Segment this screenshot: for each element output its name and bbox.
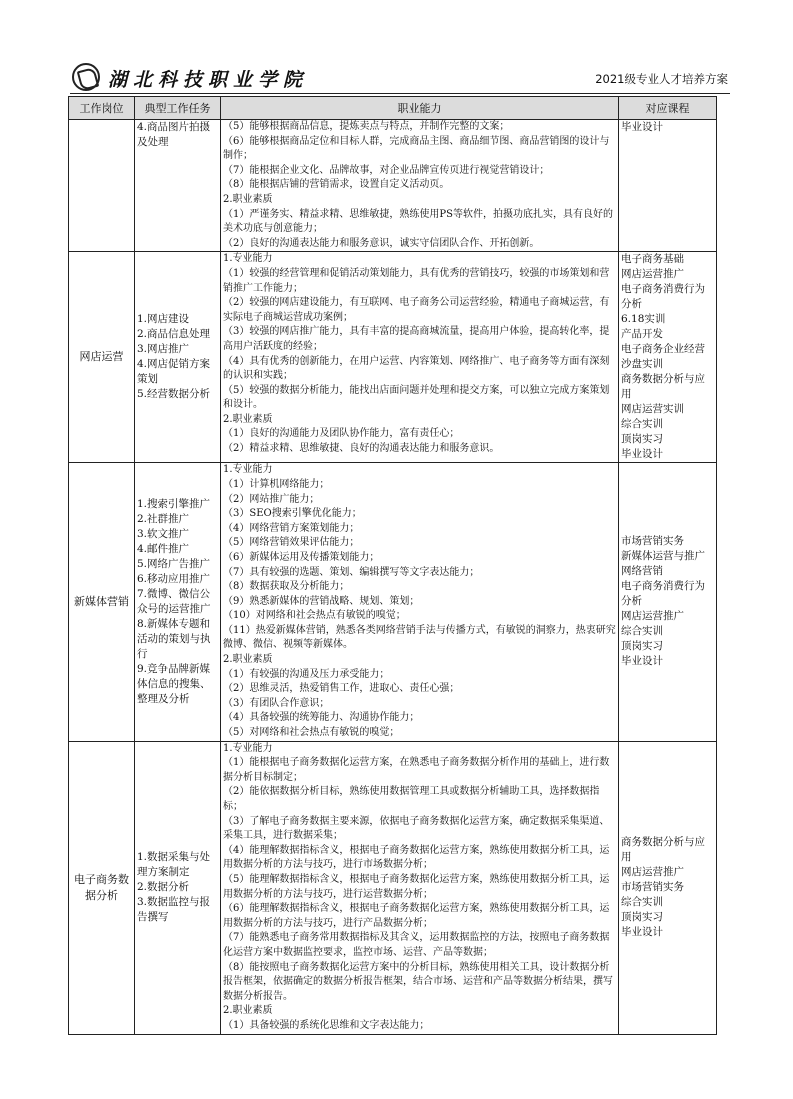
cell-course-line: 电子商务企业经营沙盘实训 [621,343,705,371]
school-logo-icon [72,63,100,91]
cell-ability-line: （6）能够根据商品定位和目标人群，完成商品主图、商品细节图、商品营销图的设计与制作； [223,135,610,162]
cell-ability-line: （2）思维灵活，热爱销售工作，进取心、责任心强； [223,683,460,695]
cell-course-line: 综合实训 [621,625,663,638]
cell-ability-line: （1）能根据电子商务数据化运营方案，在熟悉电子商务数据分析作用的基础上，进行数据分析目标制定； [223,757,610,783]
cell-ability-line: （9）熟悉新媒体的营销战略、规划、策划； [223,595,420,607]
cell-post [69,120,135,252]
cell-course-line: 综合实训 [621,896,663,909]
cell-tasks-line: 2.商品信息处理 [137,328,211,341]
page-header [70,62,730,92]
cell-tasks-line: 2.社群推广 [137,512,190,525]
cell-ability-line: （5）能够根据商品信息，提炼卖点与特点，并制作完整的文案； [223,121,510,132]
cell-ability-line: （4）具有优秀的创新能力，在用户运营、内容策划、网络推广、电子商务等方面有深刻的认识和实践； [223,355,610,382]
cell-tasks-line: 5.网络广告推广 [137,557,211,570]
cell-ability [221,252,619,463]
cell-ability-line: （5）能理解数据指标含义，根据电子商务数据化运营方案，熟练使用数据分析工具，运用数据分析的方法与技巧，进行运营数据分析； [223,873,610,900]
header-rule [70,93,730,94]
cell-ability-line: （1）具备较强的系统化思维和文字表达能力； [223,1019,430,1031]
cell-tasks-line: 1.网店建设 [137,313,190,326]
table-row [69,120,717,252]
cell-ability-line: 1.专业能力 [223,464,273,476]
cell-ability-line: （1）良好的沟通能力及团队协作能力，富有责任心； [223,428,460,440]
cell-course-line: 综合实训 [621,418,663,431]
cell-course [619,463,717,741]
cell-ability-line: （2）能依据数据分析目标，熟练使用数据管理工具或数据分析辅助工具，选择数据指标； [223,786,600,812]
cell-course-line: 毕业设计 [621,121,663,133]
cell-ability-line: （4）能理解数据指标含义，根据电子商务数据化运营方案，熟练使用数据分析工具，运用数据分析的方法与技巧，进行市场数据分析； [223,844,610,871]
cell-tasks-line: 5.经营数据分析 [137,388,211,401]
cell-course-line: 网店运营推广 [621,866,684,879]
cell-ability-line: （4）网络营销方案策划能力； [223,522,360,534]
cell-ability-line: （5）网络营销效果评估能力； [223,537,360,549]
cell-ability-line: 1.专业能力 [223,253,273,265]
cell-tasks [135,463,221,741]
cell-ability-line: （11）热爱新媒体营销，熟悉各类网络营销手法与传播方式，有敏锐的洞察力，热衷研究微博、微信、视频等新媒体。 [223,624,616,651]
cell-tasks-line: 4.商品图片拍摄及处理 [137,121,211,148]
cell-course-line: 顶岗实习 [621,640,663,653]
cell-course [619,741,717,1034]
cell-course-line: 电子商务基础 [621,253,684,266]
cell-course-line: 新媒体运营与推广 [621,550,705,563]
cell-ability-line: （8）能根据店铺的营销需求，设置自定义活动页。 [223,179,450,191]
cell-tasks-line: 3.数据监控与报告撰写 [137,896,211,924]
table-row [69,252,717,463]
cell-tasks [135,741,221,1034]
cell-course-line: 网店运营推广 [621,268,684,281]
cell-tasks-line: 7.微博、微信公众号的运营推广 [137,587,211,615]
cell-ability-line: （3）有团队合作意识； [223,697,330,709]
cell-ability-line: （3）较强的网店推广能力，具有丰富的提高商城流量，提高用户体验，提高转化率，提高用户活跃度的经验； [223,326,610,352]
cell-ability-line: （6）能理解数据指标含义，根据电子商务数据化运营方案，熟练使用数据分析工具，运用数据分析的方法与技巧，进行产品数据分析； [223,903,610,929]
cell-ability-line: 2.职业素质 [223,193,273,205]
cell-course-line: 毕业设计 [621,926,663,939]
cell-ability-line: （8）数据获取及分析能力； [223,581,350,593]
cell-course-line: 6.18实训 [621,313,666,326]
cell-course-line: 电子商务消费行为分析 [621,580,705,608]
cell-tasks-line: 2.数据分析 [137,881,190,894]
cell-ability-line: 2.职业素质 [223,1005,273,1017]
cell-ability-line: （10）对网络和社会热点有敏锐的嗅觉； [223,610,406,622]
cell-course-line: 商务数据分析与应用 [621,836,705,864]
cell-course-line: 顶岗实习 [621,433,663,446]
school-name: 湖北科技职业学院 [108,69,309,91]
cell-ability-line: （2）网站推广能力； [223,493,320,505]
cell-tasks-line: 4.网店促销方案策划 [137,358,211,386]
header-ability: 职业能力 [221,97,619,120]
cell-ability-line: （6）新媒体运用及传播策划能力； [223,551,380,563]
cell-ability-line: （3）了解电子商务数据主要来源，依据电子商务数据化运营方案，确定数据采集渠道、采集工具，进行数据采集； [223,815,610,842]
cell-ability [221,120,619,252]
cell-tasks-line: 3.软文推广 [137,527,190,540]
cell-ability-line: （1）计算机网络能力； [223,478,330,490]
cell-course-line: 顶岗实习 [621,911,663,924]
cell-ability-line: （1）有较强的沟通及压力承受能力； [223,668,390,680]
cell-course-line: 网店运营推广 [621,610,684,623]
cell-ability-line: （8）能按照电子商务数据化运营方案中的分析目标，熟练使用相关工具，设计数据分析报告框架，依据确定的数据分析报告框架，结合市场、运营和产品等数据分析结果，撰写数据分析报告。 [223,961,613,1002]
header-post: 工作岗位 [69,97,135,120]
cell-ability-line: （2）精益求精、思维敏捷、良好的沟通表达能力和服务意识。 [223,443,500,455]
cell-ability-line: （2）良好的沟通表达能力和服务意识，诚实守信团队合作、开拓创新。 [223,237,540,249]
cell-course-line: 毕业设计 [621,448,663,461]
cell-ability [221,741,619,1034]
cell-course-line: 电子商务消费行为分析 [621,283,705,311]
cell-ability-line: （1）严谨务实、精益求精、思维敏捷，熟练使用PS等软件，拍摄功底扎实，具有良好的美术功底与创意能力； [223,208,613,235]
cell-post: 新媒体营销 [69,463,135,741]
cell-course [619,252,717,463]
cell-tasks-line: 1.搜索引擎推广 [137,497,211,510]
cell-course-line: 商务数据分析与应用 [621,373,705,401]
cell-tasks-line: 1.数据采集与处理方案制定 [137,851,211,879]
cell-ability-line: （2）较强的网店建设能力，有互联网、电子商务公司运营经验，精通电子商城运营，有实际电子商城运营成功案例； [223,297,610,323]
cell-course-line: 网络营销 [621,565,663,578]
cell-ability-line: （7）具有较强的选题、策划、编辑撰写等文字表达能力； [223,566,480,578]
cell-ability-line: 2.职业素质 [223,654,273,666]
cell-course-line: 网店运营实训 [621,403,684,416]
cell-tasks-line: 9.竞争品牌新媒体信息的搜集、整理及分析 [137,662,211,705]
cell-course-line: 市场营销实务 [621,535,684,548]
table-header-row [69,97,717,120]
cell-post: 电子商务数据分析 [69,741,135,1034]
cell-ability-line: （4）具备较强的统筹能力、沟通协作能力； [223,712,420,724]
cell-ability-line: （7）能熟悉电子商务常用数据指标及其含义，运用数据监控的方法，按照电子商务数据化运营方案中数据监控要求，监控市场、运营、产品等数据； [223,932,610,958]
cell-tasks-line: 6.移动应用推广 [137,572,211,585]
cell-tasks-line: 4.邮件推广 [137,542,190,555]
cell-course-line: 市场营销实务 [621,881,684,894]
cell-ability-line: （1）较强的经营管理和促销活动策划能力，具有优秀的营销技巧，较强的市场策划和营销推广工作能力； [223,267,610,294]
cell-ability-line: 2.职业素质 [223,413,273,425]
table-row [69,741,717,1034]
curriculum-table [68,96,717,1035]
cell-course-line: 毕业设计 [621,655,663,668]
cell-course [619,120,717,252]
cell-ability-line: （5）对网络和社会热点有敏锐的嗅觉； [223,727,400,739]
cell-tasks-line: 3.网店推广 [137,343,190,356]
cell-ability [221,463,619,741]
header-course: 对应课程 [619,97,717,120]
cell-ability-line: （5）较强的数据分析能力，能找出店面问题并处理和提交方案，可以独立完成方案策划和设计。 [223,384,610,411]
cell-tasks-line: 8.新媒体专题和活动的策划与执行 [137,617,211,660]
cell-tasks [135,120,221,252]
cell-course-line: 产品开发 [621,328,663,341]
table-row [69,463,717,741]
cell-ability-line: （7）能根据企业文化、品牌故事，对企业品牌宣传页进行视觉营销设计； [223,164,550,176]
cell-tasks [135,252,221,463]
cell-ability-line: （3）SEO搜索引擎优化能力； [223,508,362,520]
cell-ability-line: 1.专业能力 [223,742,273,754]
cell-post: 网店运营 [69,252,135,463]
header-tasks: 典型工作任务 [135,97,221,120]
document-title: 2021级专业人才培养方案 [595,72,728,86]
